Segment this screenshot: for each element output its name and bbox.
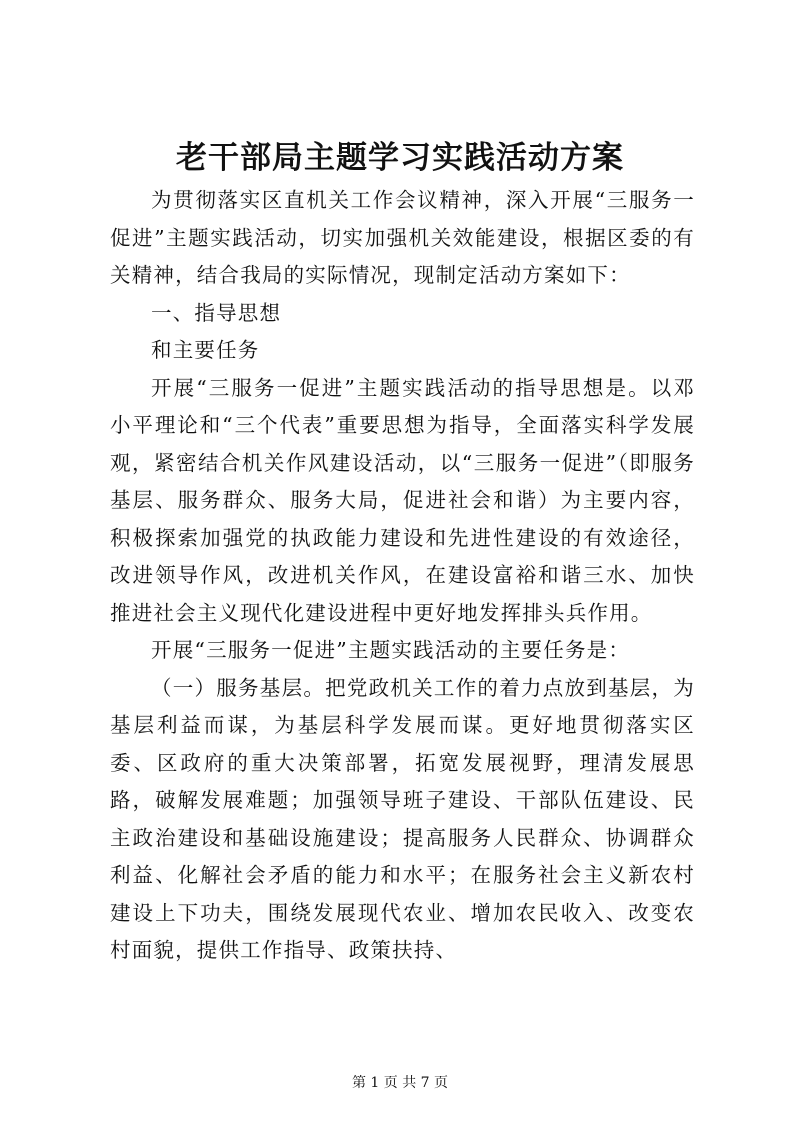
main-tasks-intro-paragraph: 开展“三服务一促进”主题实践活动的主要任务是： <box>151 638 631 662</box>
intro-paragraph: 为贯彻落实区直机关工作会议精神，深入开展“三服务一促进”主题实践活动，切实加强机关效能建设，根据区委的有关精神，结合我局的实际情况，现制定活动方案如下： <box>110 188 695 287</box>
document-title: 老干部局主题学习实践活动方案 <box>176 140 624 176</box>
document-body <box>110 182 695 970</box>
page-footer: 第 1 页 共 7 页 <box>351 1075 449 1091</box>
serve-grassroots-paragraph: （一）服务基层。把党政机关工作的着力点放到基层，为基层利益而谋，为基层科学发展而谋。更好地贯彻落实区委、区政府的重大决策部署，拓宽发展视野，理清发展思路，破解发展难题；加强领导班子建设、干部队伍建设、民主政治建设和基础设施建设；提高服务人民群众、协调群众利益、化解社会矛盾的能力和水平；在服务社会主义新农村建设上下功夫，围绕发展现代农业、增加农民收入、改变农村面貌，提供工作指导、政策扶持、 <box>110 675 695 962</box>
section-heading-guiding-thought: 一、指导思想 <box>151 300 282 325</box>
guiding-thought-paragraph: 开展“三服务一促进”主题实践活动的指导思想是。以邓小平理论和“三个代表”重要思想为指导，全面落实科学发展观，紧密结合机关作风建设活动，以“三服务一促进”（即服务基层、服务群众、服务大局，促进社会和谐）为主要内容，积极探索加强党的执政能力建设和先进性建设的有效途径，改进领导作风，改进机关作风，在建设富裕和谐三水、加快推进社会主义现代化建设进程中更好地发挥排头兵作用。 <box>110 375 695 625</box>
section-heading-main-tasks: 和主要任务 <box>151 338 260 362</box>
